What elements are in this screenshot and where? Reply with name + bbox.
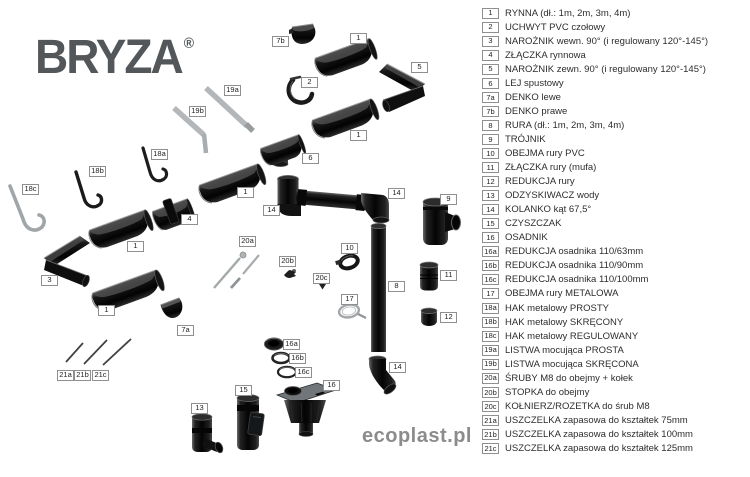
legend-row (482, 441, 748, 455)
legend-num-box: 8 (482, 120, 499, 131)
legend-label: OSADNIK (505, 232, 548, 244)
legend-label: ZŁĄCZKA rury (mufa) (505, 162, 597, 174)
diagram-callout-10: 10 (341, 243, 358, 254)
legend-num-box: 16 (482, 232, 499, 243)
legend-num-box: 7b (482, 106, 499, 117)
legend-label: ODZYSKIWACZ wody (505, 190, 600, 202)
diagram-callout-14: 14 (389, 362, 406, 373)
diagram-callout-4: 4 (181, 214, 198, 225)
legend-num-box: 16c (482, 274, 499, 285)
diagram-callout-7b: 7b (272, 36, 289, 47)
legend-label: ŚRUBY M8 do obejmy + kołek (505, 372, 633, 384)
legend-row (482, 301, 748, 315)
legend-num-box: 7a (482, 92, 499, 103)
legend-num-box: 16b (482, 260, 499, 271)
diagram-callout-1: 1 (350, 130, 367, 141)
legend-row (482, 104, 748, 118)
part-13-odzyskiwacz-wody (192, 414, 224, 454)
diagram-callout-1: 1 (98, 305, 115, 316)
registered-trademark-icon: ® (183, 34, 195, 52)
diagram-callout-19a: 19a (224, 85, 241, 96)
diagram-callout-16c: 16c (295, 367, 312, 378)
legend-num-box: 10 (482, 148, 499, 159)
legend-num-box: 12 (482, 176, 499, 187)
legend-label: TRÓJNIK (505, 133, 546, 145)
part-1-rynna (87, 209, 155, 252)
legend-num-box: 3 (482, 36, 499, 47)
diagram-callout-16a: 16a (283, 339, 300, 350)
legend-row (482, 273, 748, 287)
legend-label: OBEJMA rury METALOWA (505, 288, 619, 300)
part-11-zlaczka-rury (420, 262, 438, 291)
legend-num-box: 18c (482, 331, 499, 342)
legend-label: REDUKCJA rury (505, 176, 575, 188)
diagram-callout-18c: 18c (22, 184, 39, 195)
legend-row (482, 315, 748, 329)
legend-num-box: 15 (482, 218, 499, 229)
legend-row (482, 371, 748, 385)
part-21c-uszczelka (103, 339, 131, 365)
legend-num-box: 19b (482, 359, 499, 370)
legend-row (482, 48, 748, 62)
legend-label: HAK metalowy SKRĘCONY (505, 316, 624, 328)
legend-row (482, 189, 748, 203)
diagram-callout-18b: 18b (89, 166, 106, 177)
legend-label: NAROŻNIK zewn. 90° (i regulowany 120°-145°) (505, 63, 706, 75)
diagram-callout-16: 16 (323, 380, 340, 391)
part-17-obejma-metalowa (338, 303, 366, 319)
legend-label: NAROŻNIK wewn. 90° (i regulowany 120°-145°) (505, 35, 709, 47)
legend-row (482, 62, 748, 76)
legend-row (482, 427, 748, 441)
legend-num-box: 4 (482, 50, 499, 61)
diagram-callout-1: 1 (237, 187, 254, 198)
legend-row (482, 76, 748, 90)
part-1-rynna (197, 163, 268, 207)
part-8-rura (371, 223, 386, 352)
part-7a-denko-lewe (160, 298, 185, 321)
legend-num-box: 19a (482, 345, 499, 356)
diagram-callout-21c: 21c (92, 370, 109, 381)
legend-row (482, 146, 748, 160)
legend-label: USZCZELKA zapasowa do kształtek 75mm (505, 414, 688, 426)
legend-row (482, 161, 748, 175)
diagram-callout-14: 14 (263, 205, 280, 216)
part-20a-sruby-m8 (214, 252, 259, 288)
legend-label: RYNNA (dł.: 1m, 2m, 3m, 4m) (505, 7, 631, 19)
watermark-text: ecoplast.pl (362, 425, 472, 447)
legend-row (482, 357, 748, 371)
part-16-osadnik (277, 383, 336, 437)
diagram-callout-15: 15 (235, 385, 252, 396)
legend-label: STOPKA do obejmy (505, 386, 590, 398)
part-6-lej-spustowy (259, 134, 307, 168)
diagram-callout-11: 11 (440, 270, 457, 281)
diagram-callout-5: 5 (411, 62, 428, 73)
legend-row (482, 217, 748, 231)
legend-row (482, 132, 748, 146)
legend-label: UCHWYT PVC czołowy (505, 21, 606, 33)
legend-row (482, 90, 748, 104)
diagram-callout-1: 1 (350, 33, 367, 44)
legend-num-box: 18b (482, 317, 499, 328)
diagram-callout-8: 8 (388, 281, 405, 292)
legend-label: USZCZELKA zapasowa do kształtek 125mm (505, 442, 693, 454)
part-14-kolanko-zespol (278, 175, 390, 223)
legend-num-box: 1 (482, 8, 499, 19)
diagram-callout-14: 14 (388, 188, 405, 199)
diagram-callout-21b: 21b (74, 370, 91, 381)
legend-num-box: 21c (482, 443, 499, 454)
legend-label: DENKO prawe (505, 105, 568, 117)
legend-label: CZYSZCZAK (505, 218, 562, 230)
legend-num-box: 20b (482, 387, 499, 398)
diagram-callout-19b: 19b (189, 106, 206, 117)
diagram-callout-16b: 16b (289, 353, 306, 364)
part-16a-redukcja-osadnika (265, 338, 284, 350)
legend-label: OBEJMA rury PVC (505, 147, 585, 159)
part-16c-redukcja-osadnika (278, 367, 296, 377)
parts-legend (482, 6, 748, 456)
part-20b-stopka (284, 269, 296, 278)
legend-row (482, 34, 748, 48)
diagram-callout-20c: 20c (313, 273, 330, 284)
part-21b-uszczelka (84, 340, 107, 364)
legend-row (482, 343, 748, 357)
legend-row (482, 329, 748, 343)
legend-label: LISTWA mocująca SKRĘCONA (505, 358, 639, 370)
legend-num-box: 18a (482, 303, 499, 314)
legend-num-box: 21b (482, 429, 499, 440)
legend-num-box: 9 (482, 134, 499, 145)
legend-label: RURA (dł.: 1m, 2m, 3m, 4m) (505, 119, 625, 131)
legend-label: REDUKCJA osadnika 110/90mm (505, 260, 644, 272)
part-10-obejma-pvc (335, 254, 360, 272)
part-9-trojnik (423, 198, 461, 245)
legend-row (482, 245, 748, 259)
legend-row (482, 20, 748, 34)
part-21a-uszczelka (66, 343, 83, 362)
brand-logo-text: BRYZA (35, 29, 182, 84)
legend-row (482, 259, 748, 273)
legend-label: LEJ spustowy (505, 77, 564, 89)
legend-label: HAK metalowy REGULOWANY (505, 330, 639, 342)
legend-label: KOLANKO kąt 67,5° (505, 204, 592, 216)
legend-label: HAK metalowy PROSTY (505, 302, 609, 314)
diagram-callout-2: 2 (301, 77, 318, 88)
diagram-callout-12: 12 (440, 312, 457, 323)
legend-label: REDUKCJA osadnika 110/100mm (505, 274, 649, 286)
diagram-callout-6: 6 (302, 153, 319, 164)
legend-num-box: 2 (482, 22, 499, 33)
diagram-callout-7a: 7a (177, 325, 194, 336)
part-1-rynna (313, 38, 379, 80)
part-20c-rozetka (319, 284, 326, 290)
legend-num-box: 17 (482, 288, 499, 299)
diagram-callout-1: 1 (127, 241, 144, 252)
legend-row (482, 203, 748, 217)
legend-row (482, 385, 748, 399)
legend-row (482, 399, 748, 413)
legend-label: ZŁĄCZKA rynnowa (505, 49, 586, 61)
legend-num-box: 6 (482, 78, 499, 89)
legend-row (482, 231, 748, 245)
diagram-callout-13: 13 (191, 403, 208, 414)
legend-label: USZCZELKA zapasowa do kształtek 100mm (505, 428, 693, 440)
diagram-callout-20a: 20a (239, 236, 256, 247)
legend-row (482, 6, 748, 20)
diagram-callout-20b: 20b (279, 256, 296, 267)
legend-num-box: 11 (482, 162, 499, 173)
legend-label: DENKO lewe (505, 91, 561, 103)
diagram-callout-3: 3 (41, 275, 58, 286)
diagram-callout-9: 9 (440, 194, 457, 205)
part-15-czyszczak (237, 395, 264, 451)
legend-label: LISTWA mocująca PROSTA (505, 344, 624, 356)
legend-num-box: 5 (482, 64, 499, 75)
legend-label: REDUKCJA osadnika 110/63mm (505, 246, 644, 258)
legend-num-box: 16a (482, 246, 499, 257)
legend-row (482, 287, 748, 301)
diagram-callout-18a: 18a (151, 149, 168, 160)
legend-num-box: 14 (482, 204, 499, 215)
legend-num-box: 20c (482, 401, 499, 412)
legend-num-box: 20a (482, 373, 499, 384)
part-12-redukcja-rury (421, 308, 437, 326)
legend-num-box: 21a (482, 415, 499, 426)
diagram-callout-17: 17 (341, 294, 358, 305)
part-16b-redukcja-osadnika (273, 353, 290, 363)
legend-row (482, 413, 748, 427)
part-7b-denko-prawe (289, 24, 315, 44)
diagram-callout-21a: 21a (57, 370, 74, 381)
legend-row (482, 118, 748, 132)
part-18b-hak-skrecony (76, 172, 102, 207)
legend-row (482, 175, 748, 189)
legend-num-box: 13 (482, 190, 499, 201)
part-1-rynna (310, 98, 381, 142)
legend-label: KOŁNIERZ/ROZETKA do śrub M8 (505, 400, 650, 412)
